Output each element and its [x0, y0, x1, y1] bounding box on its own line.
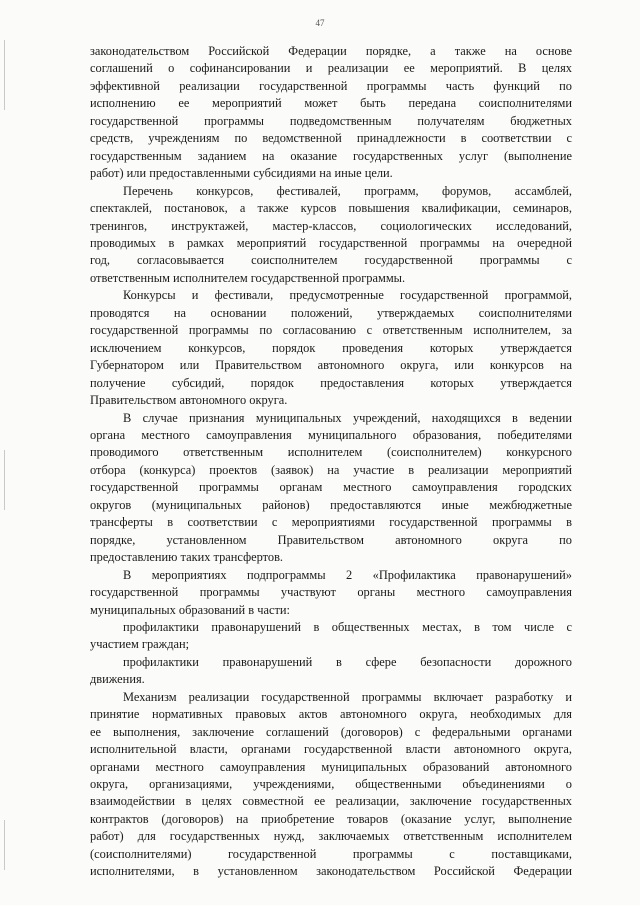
text-line: движения. — [90, 672, 145, 687]
paragraph — [90, 689, 572, 880]
text-line: государственным заданием на оказание государственных услуг (выполнение — [90, 148, 572, 163]
text-line: профилактики правонарушений в сфере безопасности дорожного — [123, 654, 572, 669]
text-line: проводимых в рамках мероприятий государственной программы на очередной — [90, 235, 572, 250]
paragraph — [90, 287, 572, 408]
text-line: трансферты в соответствии с мероприятиями государственной программы в — [90, 515, 572, 530]
text-line: порядке, установленном Правительством автономного округа по — [90, 532, 572, 547]
text-line: отбора (конкурса) проектов (заявок) на участие в реализации мероприятий — [90, 462, 572, 477]
text-line: проводимого ответственным исполнителем (соисполнителем) конкурсного — [90, 445, 572, 460]
text-line: государственной программы органам местного самоуправления городских — [90, 480, 572, 495]
scan-edge-mark — [4, 820, 5, 870]
text-line: Перечень конкурсов, фестивалей, программ, форумов, ассамблей, — [123, 183, 572, 198]
text-line: ее выполнения, заключение соглашений (договоров) с федеральными органами — [90, 724, 572, 739]
text-line: спектаклей, постановок, а также курсов повышения квалификации, семинаров, — [90, 201, 572, 216]
text-line: органа местного самоуправления муниципального образования, победителями — [90, 427, 572, 442]
document-body-text — [90, 43, 572, 881]
text-line: работ) для государственных нужд, заключаемых ответственным исполнителем — [90, 829, 572, 844]
text-line: государственной программы участвуют органы местного самоуправления — [90, 585, 572, 600]
text-line: ответственным исполнителем государственной программы. — [90, 270, 406, 285]
text-line: В мероприятиях подпрограммы 2 «Профилактика правонарушений» — [123, 567, 572, 582]
text-line: взаимодействии в целях совместной ее реализации, заключение государственных — [90, 794, 572, 809]
paragraph — [90, 619, 572, 653]
text-line: Губернатором или Правительством автономного округа, или конкурсов на — [90, 358, 572, 373]
text-line: исключением конкурсов, порядок проведения которых утверждается — [90, 340, 572, 355]
text-line: участием граждан; — [90, 637, 190, 652]
text-line: контрактов (договоров) на приобретение товаров (оказание услуг, выполнение — [90, 811, 572, 826]
text-line: год, согласовывается соисполнителем государственной программы с — [90, 253, 572, 268]
text-line: исполнителями, в установленном законодательством Российской Федерации — [90, 864, 572, 879]
text-line: соглашений о софинансировании и реализации ее мероприятий. В целях — [90, 61, 572, 76]
paragraph — [90, 567, 572, 618]
paragraph — [90, 43, 572, 182]
paragraph — [90, 410, 572, 566]
text-line: эффективной реализации государственной программы часть функций по — [90, 78, 572, 93]
text-line: В случае признания муниципальных учреждений, находящихся в ведении — [123, 410, 572, 425]
text-line: Конкурсы и фестивали, предусмотренные государственной программой, — [123, 288, 572, 303]
text-line: (соисполнителями) государственной программы с поставщиками, — [90, 846, 572, 861]
text-line: государственной программы по согласованию с ответственным исполнителем, за — [90, 323, 572, 338]
text-line: предоставлению таких трансфертов. — [90, 550, 284, 565]
text-line: получение субсидий, порядок предоставления которых утверждается — [90, 375, 572, 390]
text-line: исполнительной власти, органами государственной власти автономного округа, — [90, 742, 572, 757]
text-line: органами местного самоуправления муниципальных образований автономного — [90, 759, 572, 774]
paragraph — [90, 654, 572, 688]
text-line: средств, учреждениям по ведомственной принадлежности в соответствии с — [90, 131, 572, 146]
scan-edge-mark — [4, 40, 5, 110]
scan-edge-mark — [4, 450, 5, 510]
text-line: законодательством Российской Федерации порядке, а также на основе — [90, 44, 572, 58]
text-line: округов (муниципальных районов) предоставляются иные межбюджетные — [90, 497, 572, 512]
text-line: тренингов, инструктажей, мастер-классов, социологических исследований, — [90, 218, 572, 233]
text-line: проводятся на основании положений, утверждаемых соисполнителями — [90, 305, 572, 320]
text-line: исполнению ее мероприятий может быть передана соисполнителями — [90, 96, 572, 111]
page-number: 47 — [315, 18, 325, 28]
text-line: муниципальных образований в части: — [90, 602, 290, 617]
text-line: округа, организациями, учреждениями, общественными объединениями о — [90, 777, 572, 792]
text-line: профилактики правонарушений в общественных местах, в том числе с — [123, 619, 572, 634]
text-line: государственной программы подведомственным получателям бюджетных — [90, 113, 572, 128]
text-line: Правительством автономного округа. — [90, 393, 288, 408]
text-line: Механизм реализации государственной программы включает разработку и — [123, 689, 572, 704]
text-line: работ) или предоставленными субсидиями на иные цели. — [90, 166, 393, 181]
text-line: принятие нормативных правовых актов автономного округа, необходимых для — [90, 707, 572, 722]
paragraph — [90, 183, 572, 287]
